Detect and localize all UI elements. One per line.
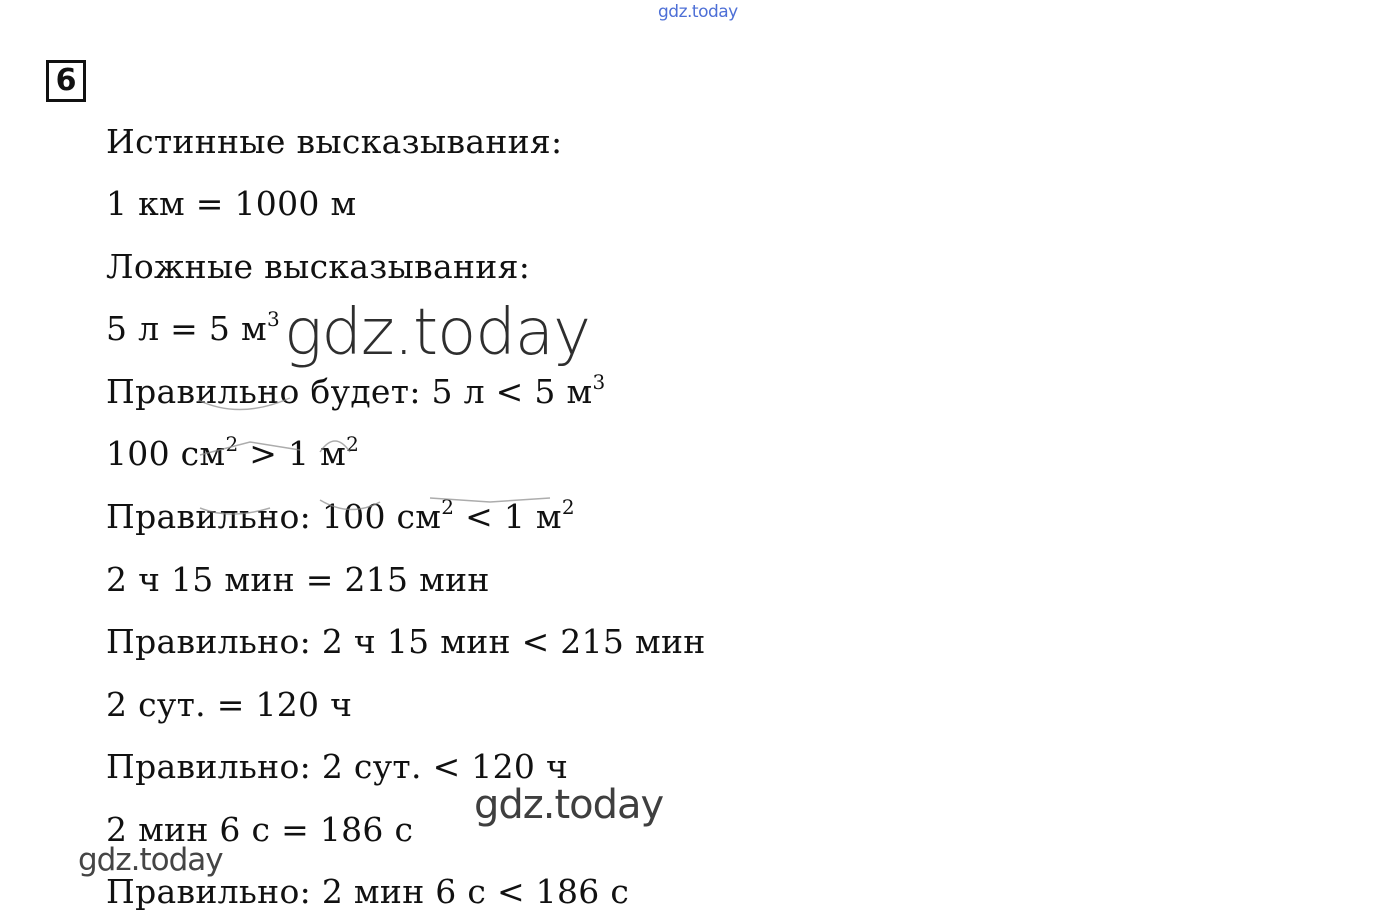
- solution-line: Правильно: 2 сут. < 120 ч: [106, 747, 569, 786]
- solution-line: 2 мин 6 с = 186 с: [106, 810, 414, 849]
- solution-line: Истинные высказывания:: [106, 122, 563, 161]
- watermark: gdz.today: [284, 296, 590, 370]
- solution-line: 5 л = 5 $м^3$: [106, 307, 280, 348]
- watermark-scribble: [190, 380, 590, 530]
- solution-line: 100 $см^2 > 1$ $м^2$: [106, 432, 360, 473]
- top-watermark: gdz.today: [658, 2, 738, 22]
- solution-line: 2 сут. = 120 ч: [106, 685, 353, 724]
- task-number-box: 6: [46, 60, 86, 102]
- solution-line: 2 ч 15 мин = 215 мин: [106, 560, 490, 599]
- solution-line: Правильно: 2 мин 6 с < 186 с: [106, 872, 630, 911]
- solution-line: Правильно будет: 5 л < 5 $м^3$: [106, 370, 606, 411]
- solution-line: 1 км = 1000 м: [106, 184, 357, 223]
- watermark: gdz.today: [474, 782, 664, 828]
- watermark: gdz.today: [78, 842, 223, 878]
- solution-line: Правильно: 100 $см^2 < 1$ $м^2$: [106, 495, 575, 536]
- solution-line: Правильно: 2 ч 15 мин < 215 мин: [106, 622, 706, 661]
- solution-line: Ложные высказывания:: [106, 247, 531, 286]
